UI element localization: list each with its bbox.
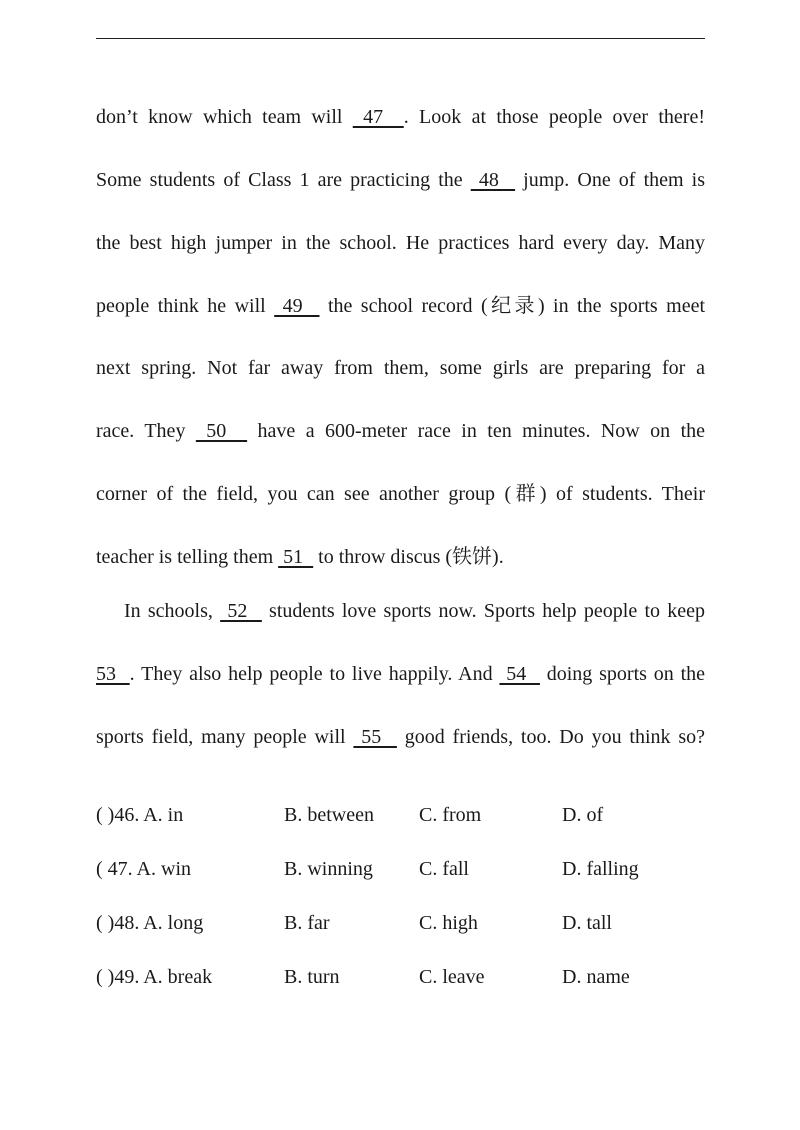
blank-50: 50 — [195, 420, 248, 442]
option-d: D. tall — [562, 912, 612, 934]
text: jump. One of them is — [515, 169, 705, 191]
text: doing sports on the — [539, 663, 706, 685]
header-rule — [96, 38, 705, 39]
text: next spring. Not far away from them, some girls are preparing for a — [96, 357, 705, 379]
option-b: B. between — [284, 804, 374, 826]
text: . They also help people to live happily. And — [129, 663, 500, 685]
text: don’t know which team will — [96, 106, 353, 128]
text: . Look at those people over there! — [403, 106, 706, 128]
option-a: ( )46. A. in — [96, 804, 184, 826]
passage-line — [96, 355, 705, 381]
text: the school record (纪录) in the sports meet — [319, 295, 706, 317]
text: sports field, many people will — [96, 726, 354, 748]
passage-line — [96, 661, 705, 687]
text: race. They — [96, 420, 196, 442]
option-a: ( )48. A. long — [96, 912, 204, 934]
text: corner of the field, you can see another group (群) of students. Their — [96, 483, 705, 505]
blank-52: 52 — [220, 600, 262, 622]
blank-51: 51 — [278, 546, 314, 568]
blank-49: 49 — [274, 295, 320, 317]
option-c: C. leave — [419, 966, 485, 988]
passage-line — [96, 230, 705, 256]
blank-54: 54 — [499, 663, 540, 685]
text: teacher is telling them — [96, 546, 279, 568]
option-d: D. name — [562, 966, 630, 988]
option-b: B. winning — [284, 858, 373, 880]
passage-line — [96, 293, 705, 319]
passage-line — [96, 104, 705, 130]
option-c: C. high — [419, 912, 478, 934]
text: In schools, — [124, 600, 221, 622]
text: Some students of Class 1 are practicing the — [96, 169, 471, 191]
option-d: D. of — [562, 804, 604, 826]
text: people think he will — [96, 295, 275, 317]
blank-47: 47 — [352, 106, 404, 128]
passage-line — [96, 167, 705, 193]
option-a: ( 47. A. win — [96, 858, 191, 880]
blank-55: 55 — [353, 726, 397, 748]
option-b: B. far — [284, 912, 330, 934]
option-d: D. falling — [562, 858, 639, 880]
blank-48: 48 — [470, 169, 516, 191]
blank-53: 53 — [96, 663, 130, 685]
text: to throw discus (铁饼). — [313, 546, 504, 568]
text: the best high jumper in the school. He practices hard every day. Many — [96, 232, 705, 254]
option-b: B. turn — [284, 966, 340, 988]
option-a: ( )49. A. break — [96, 966, 213, 988]
passage-line — [96, 481, 705, 507]
passage-line — [124, 598, 705, 624]
text: students love sports now. Sports help people to keep — [261, 600, 705, 622]
option-c: C. fall — [419, 858, 469, 880]
option-c: C. from — [419, 804, 482, 826]
text: have a 600-meter race in ten minutes. Now on the — [247, 420, 706, 442]
text: good friends, too. Do you think so? — [396, 726, 705, 748]
passage-line — [96, 418, 705, 444]
passage-line — [96, 544, 705, 570]
passage-line — [96, 724, 705, 750]
